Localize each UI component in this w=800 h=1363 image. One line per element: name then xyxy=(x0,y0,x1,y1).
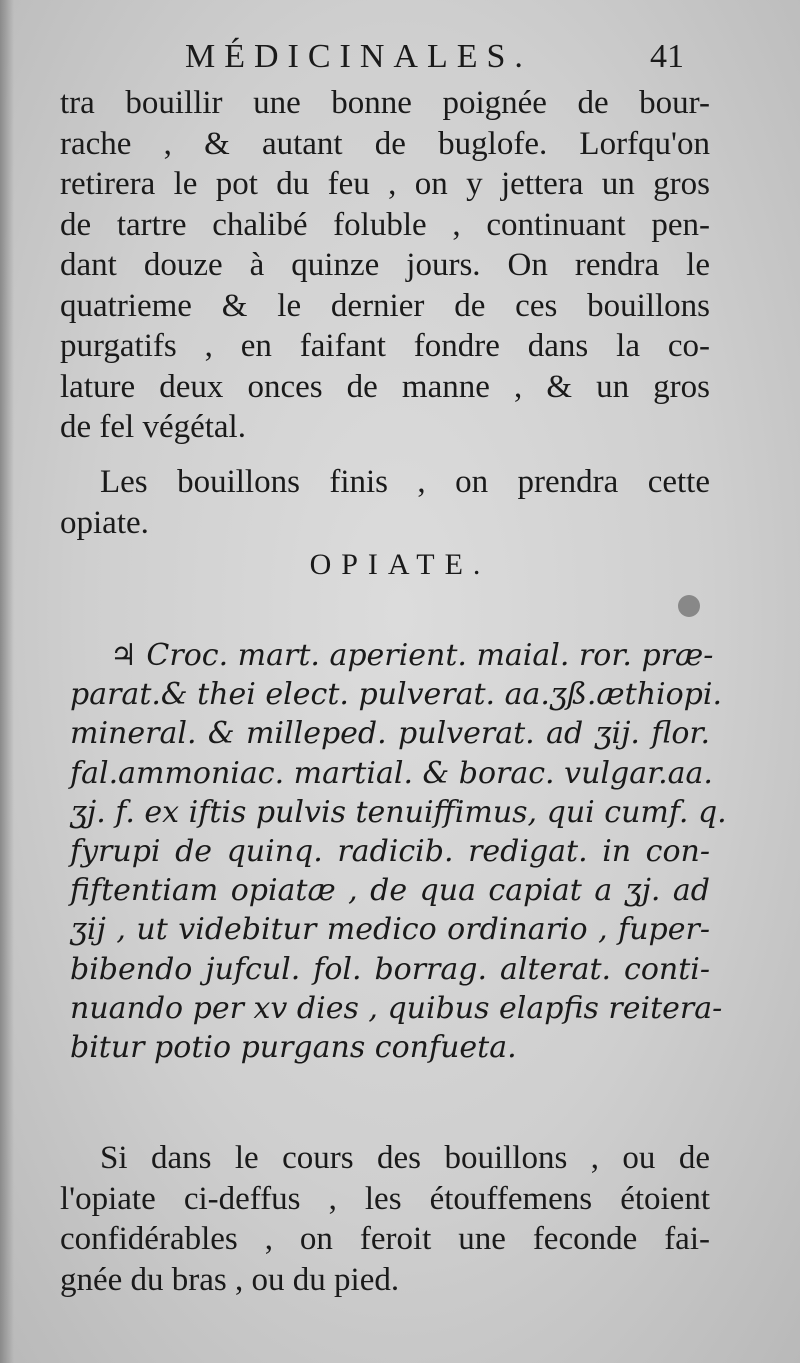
page-edge-shadow xyxy=(0,0,14,1363)
text-line: gnée du bras , ou du pied. xyxy=(60,1261,400,1298)
paragraph-2 xyxy=(60,462,710,543)
text-line: Si dans le cours des bouillons , ou de xyxy=(100,1140,710,1176)
text-line: opiate. xyxy=(60,504,149,541)
recipe-line: nuando per xv dies , quibus elapfis reitera- xyxy=(70,990,723,1026)
recipe-line: mineral. & milleped. pulverat. ad ʒij. flor. xyxy=(70,716,710,752)
section-heading: OPIATE. xyxy=(309,548,491,581)
recipe-line: fal.ammoniac. martial. & borac. vulgar.aa. xyxy=(70,755,713,791)
recipe-line: fyrupi de quinq. radicib. redigat. in con- xyxy=(70,833,710,869)
text-line: rache , & autant de buglofe. Lorfqu'on xyxy=(60,125,710,162)
text-line: quatrieme & le dernier de ces bouillons xyxy=(60,287,710,324)
recipe-line: parat.& thei elect. pulverat. aa.ʒß.æthiopi. xyxy=(70,677,723,713)
latin-recipe xyxy=(70,636,727,1067)
recipe-line: bitur potio purgans confueta. xyxy=(70,1029,517,1065)
text-line: retirera le pot du feu , on y jettera un gros xyxy=(60,166,710,202)
running-head: MÉDICINALES. xyxy=(185,38,532,75)
page-number: 41 xyxy=(650,38,684,75)
recipe-line: ♃ Croc. mart. aperient. maial. ror. præ- xyxy=(110,638,714,673)
text-line: dant douze à quinze jours. On rendra le xyxy=(60,247,710,283)
text-line: purgatifs , en faifant fondre dans la co- xyxy=(60,328,710,364)
text-line: confidérables , on feroit une feconde fai- xyxy=(60,1221,710,1257)
page-header xyxy=(0,38,800,88)
text-line: tra bouillir une bonne poignée de bour- xyxy=(60,85,710,121)
text-line: de tartre chalibé foluble , continuant pen- xyxy=(60,206,710,243)
text-line: lature deux onces de manne , & un gros xyxy=(60,368,710,405)
recipe-line: ʒj. f. ex iftis pulvis tenuiffimus, qui cumf. q. xyxy=(70,794,727,830)
recipe-line: fiftentiam opiatæ , de qua capiat a ʒj. ad xyxy=(70,873,710,909)
text-line: de fel végétal. xyxy=(60,409,246,445)
recipe-line: ʒij , ut videbitur medico ordinario , fuper- xyxy=(70,912,710,948)
text-line: l'opiate ci-deffus , les étouffemens étoient xyxy=(60,1180,710,1217)
text-line: Les bouillons finis , on prendra cette xyxy=(100,464,710,500)
paragraph-1 xyxy=(60,83,710,448)
paragraph-3 xyxy=(60,1138,710,1300)
recipe-line: bibendo jufcul. fol. borrag. alterat. conti- xyxy=(70,951,710,987)
ink-stain xyxy=(678,595,700,617)
